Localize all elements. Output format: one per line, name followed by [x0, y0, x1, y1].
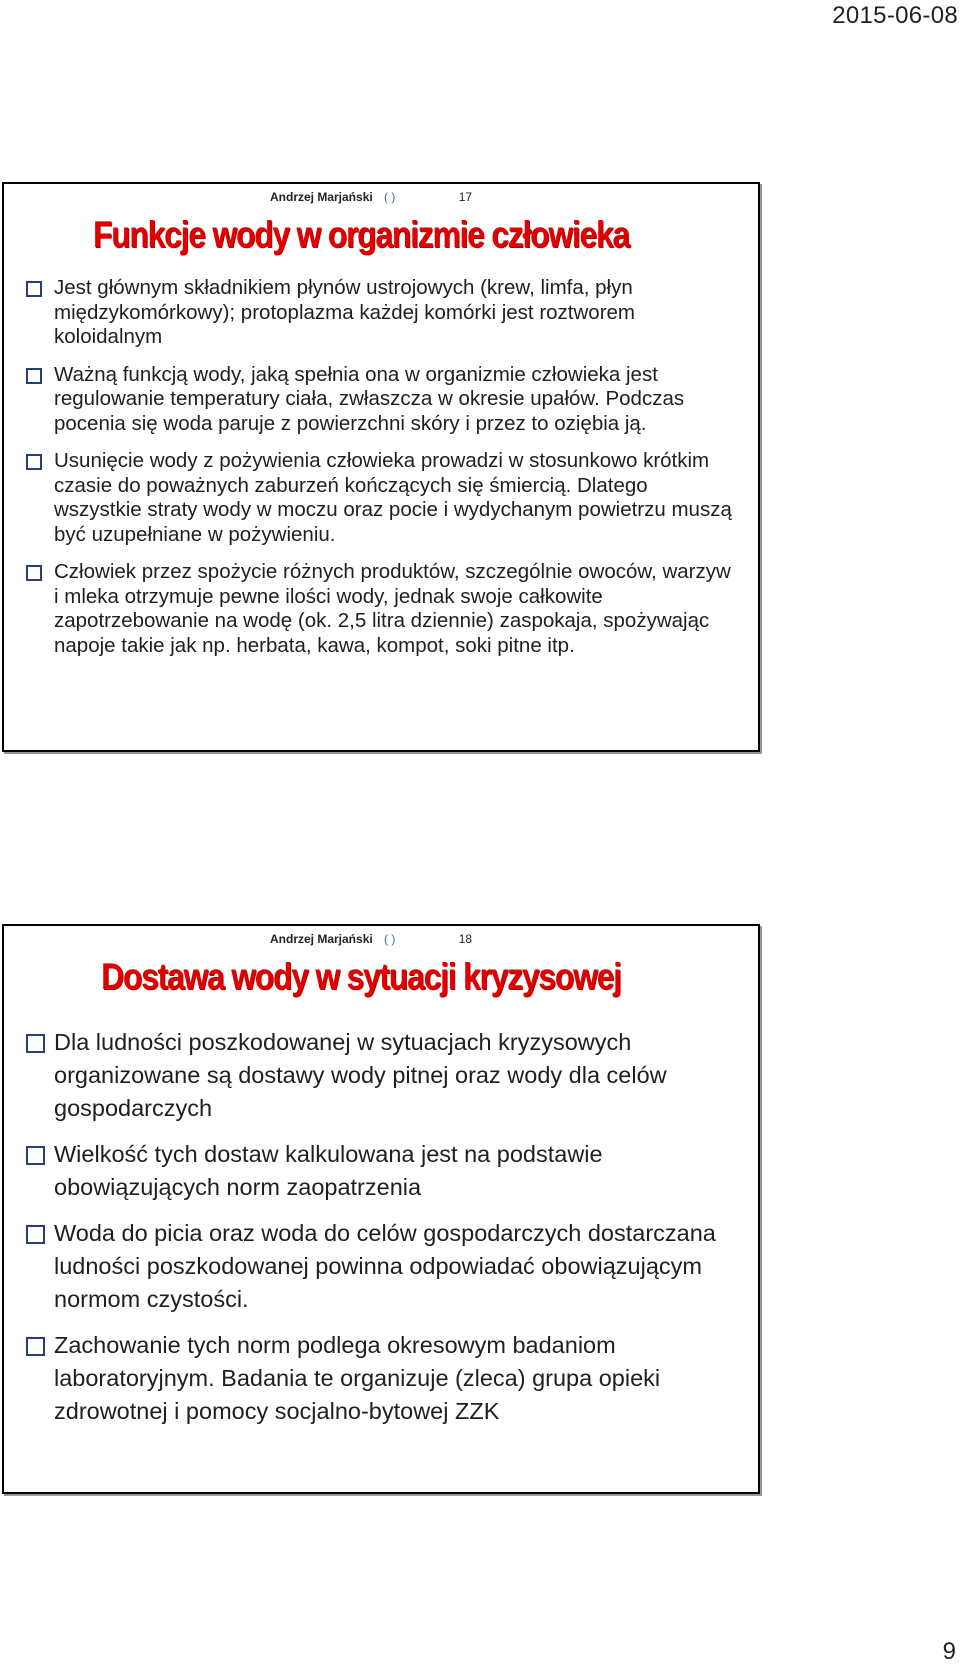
page-date: 2015-06-08	[832, 2, 958, 29]
slide-title: Funkcje wody w organizmie człowieka	[92, 214, 630, 255]
bullet-list	[26, 1026, 740, 1441]
bullet-item	[26, 449, 740, 547]
header-paren: ( )	[384, 932, 396, 946]
checkbox-icon	[26, 368, 42, 384]
page-number: 9	[942, 1638, 956, 1665]
bullet-item	[26, 560, 740, 658]
slide-title: Dostawa wody w sytuacji kryzysowej	[101, 956, 621, 997]
bullet-text: Usunięcie wody z pożywienia człowieka prowadzi w stosunkowo krótkim czasie do poważnych zaburzeń kończących się śmiercią. Dlatego wszystkie straty wody w moczu oraz pocie i wydychanym powietrzu muszą być uzupełniane w pożywieniu.	[54, 449, 732, 546]
author-name: Andrzej Marjański	[270, 932, 373, 946]
bullet-text: Ważną funkcją wody, jaką spełnia ona w organizmie człowieka jest regulowanie temperatury ciała, zwłaszcza w okresie upałów. Podczas pocenia się woda paruje z powierzchni skóry i przez to oziębia ją.	[54, 362, 685, 435]
slide-header	[270, 932, 472, 946]
bullet-list	[26, 276, 740, 671]
bullet-text: Zachowanie tych norm podlega okresowym badaniom laboratoryjnym. Badania te organizuje (zleca) grupa opieki zdrowotnej i pomocy socjalno-bytowej ZZK	[54, 1332, 661, 1424]
slide-header	[270, 190, 472, 204]
checkbox-icon	[26, 565, 42, 581]
bullet-text: Wielkość tych dostaw kalkulowana jest na podstawie obowiązujących norm zaopatrzenia	[54, 1141, 603, 1200]
bullet-text: Dla ludności poszkodowanej w sytuacjach kryzysowych organizowane są dostawy wody pitnej oraz wody dla celów gospodarczych	[54, 1029, 667, 1121]
checkbox-icon	[26, 454, 42, 470]
checkbox-icon	[26, 1034, 45, 1053]
bullet-text: Jest głównym składnikiem płynów ustrojowych (krew, limfa, płyn międzykomórkowy); protoplazma każdej komórki jest roztworem koloidalnym	[54, 276, 636, 348]
bullet-item	[26, 1138, 740, 1204]
slide-17	[2, 182, 760, 752]
bullet-item	[26, 1026, 740, 1125]
bullet-item	[26, 1329, 740, 1428]
checkbox-icon	[26, 1225, 45, 1244]
checkbox-icon	[26, 1146, 45, 1165]
slide-18	[2, 924, 760, 1494]
bullet-text: Woda do picia oraz woda do celów gospodarczych dostarczana ludności poszkodowanej powinna odpowiadać obowiązującym normom czystości.	[54, 1220, 716, 1312]
bullet-text: Człowiek przez spożycie różnych produktów, szczególnie owoców, warzyw i mleka otrzymuje pewne ilości wody, jednak swoje całkowite zapotrzebowanie na wodę (ok. 2,5 litra dziennie) zaspokaja, spożywając napoje takie jak np. herbata, kawa, kompot, soki pitne itp.	[54, 560, 731, 657]
header-paren: ( )	[384, 190, 396, 204]
checkbox-icon	[26, 281, 42, 297]
bullet-item	[26, 1217, 740, 1316]
checkbox-icon	[26, 1337, 45, 1356]
slide-number: 18	[458, 932, 473, 946]
slide-number: 17	[458, 190, 473, 204]
author-name: Andrzej Marjański	[270, 190, 373, 204]
bullet-item	[26, 276, 740, 350]
bullet-item	[26, 363, 740, 437]
